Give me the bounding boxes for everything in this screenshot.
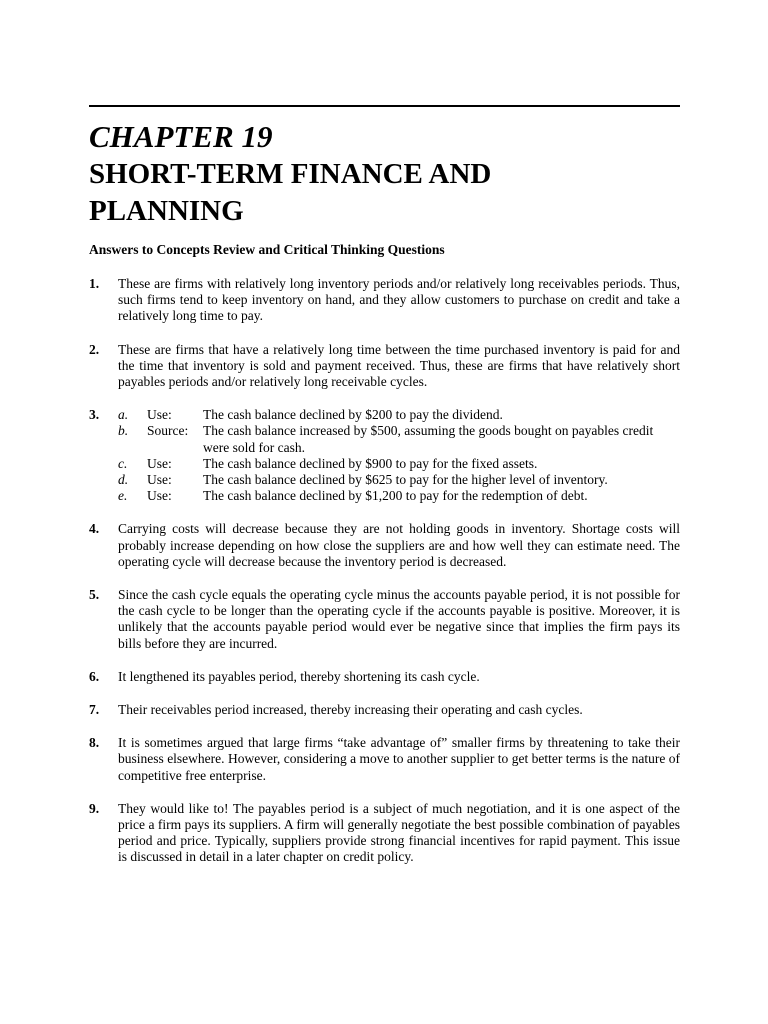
answer-number: 8.: [89, 735, 100, 751]
answer-item: [89, 276, 680, 325]
answer-number: 1.: [89, 276, 100, 291]
answer-number: 9.: [89, 800, 100, 816]
subitem-text: The cash balance declined by $900 to pay for the fixed assets.: [203, 455, 538, 471]
subitem-text: The cash balance declined by $1,200 to pay for the redemption of debt.: [203, 488, 588, 504]
header-rule: [89, 105, 680, 107]
subitem-type: Use:: [147, 488, 172, 504]
subitem: [118, 472, 680, 488]
subitem-text: The cash balance declined by $200 to pay the dividend.: [203, 407, 503, 423]
answer-item: [89, 801, 680, 866]
answer-text: These are firms that have a relatively long time between the time purchased inventory is paid for and the time that inventory is sold and payment received. Thus, these are firms that have relatively short payables periods and/or relatively long receivable cycles.: [118, 341, 680, 390]
answer-number: 3.: [89, 407, 100, 423]
chapter-number: CHAPTER 19: [89, 119, 273, 154]
subitem-letter: d.: [118, 472, 129, 488]
answer-number: 5.: [89, 587, 100, 603]
answer-item: [89, 521, 680, 570]
answer-item: [89, 669, 680, 685]
answer-number: 4.: [89, 521, 100, 537]
answer-item: [89, 342, 680, 391]
subitem-type: Use:: [147, 472, 172, 488]
subitem: [118, 488, 680, 504]
answer-text: Since the cash cycle equals the operating cycle minus the accounts payable period, it is not possible for the cash cycle to be longer than the operating cycle if the accounts payable is positive. Moreover, it is unlikely that the accounts payable period would ever be negative since that implies the firm pays its bills before they are incurred.: [118, 587, 680, 651]
subitem: [118, 456, 680, 472]
subitem: [118, 407, 680, 423]
subitem: [118, 423, 680, 455]
section-heading: Answers to Concepts Review and Critical Thinking Questions: [89, 242, 445, 257]
subitem-text: The cash balance declined by $625 to pay for the higher level of inventory.: [203, 472, 608, 488]
answer-text: It is sometimes argued that large firms “take advantage of” smaller firms by threatening to take their business elsewhere. However, considering a move to another supplier to get better terms is the nature of competitive free enterprise.: [118, 735, 680, 783]
answer-text: These are firms with relatively long inventory periods and/or relatively long receivables periods. Thus, such firms tend to keep inventory on hand, and they allow customers to purchase on credit and take a relatively long time to pay.: [118, 276, 680, 324]
subitem-letter: b.: [118, 423, 129, 439]
chapter-title: SHORT-TERM FINANCE AND PLANNING: [89, 158, 492, 227]
answer-item: [89, 407, 680, 504]
answers-list: [89, 276, 680, 883]
answer-number: 7.: [89, 702, 100, 718]
answer-text: They would like to! The payables period is a subject of much negotiation, and it is one aspect of the price a firm pays its suppliers. A firm will generally negotiate the best possible combination of payables period and price. Typically, suppliers provide strong financial incentives for rapid payment. This issue is discussed in detail in a later chapter on credit policy.: [118, 800, 680, 865]
answer-text: Their receivables period increased, thereby increasing their operating and cash cycles.: [118, 702, 583, 718]
answer-item: [89, 587, 680, 652]
answer-number: 6.: [89, 668, 100, 684]
subitem-type: Use:: [147, 407, 172, 423]
answer-text: It lengthened its payables period, thereby shortening its cash cycle.: [118, 668, 480, 684]
answer-number: 2.: [89, 341, 100, 357]
subitem-type: Use:: [147, 455, 172, 471]
subitem-type: Source:: [147, 423, 189, 439]
subitem-letter: e.: [118, 488, 128, 504]
answer-item: [89, 702, 680, 718]
answer-item: [89, 735, 680, 784]
subitem-text: The cash balance increased by $500, assuming the goods bought on payables credit were sold for cash.: [203, 423, 654, 455]
answer-text: Carrying costs will decrease because they are not holding goods in inventory. Shortage costs will probably increase depending on how close the suppliers are and how well they can estimate need. The operating cycle will decrease because the inventory period is decreased.: [118, 521, 680, 569]
subitem-letter: a.: [118, 407, 129, 423]
subitem-letter: c.: [118, 455, 128, 471]
